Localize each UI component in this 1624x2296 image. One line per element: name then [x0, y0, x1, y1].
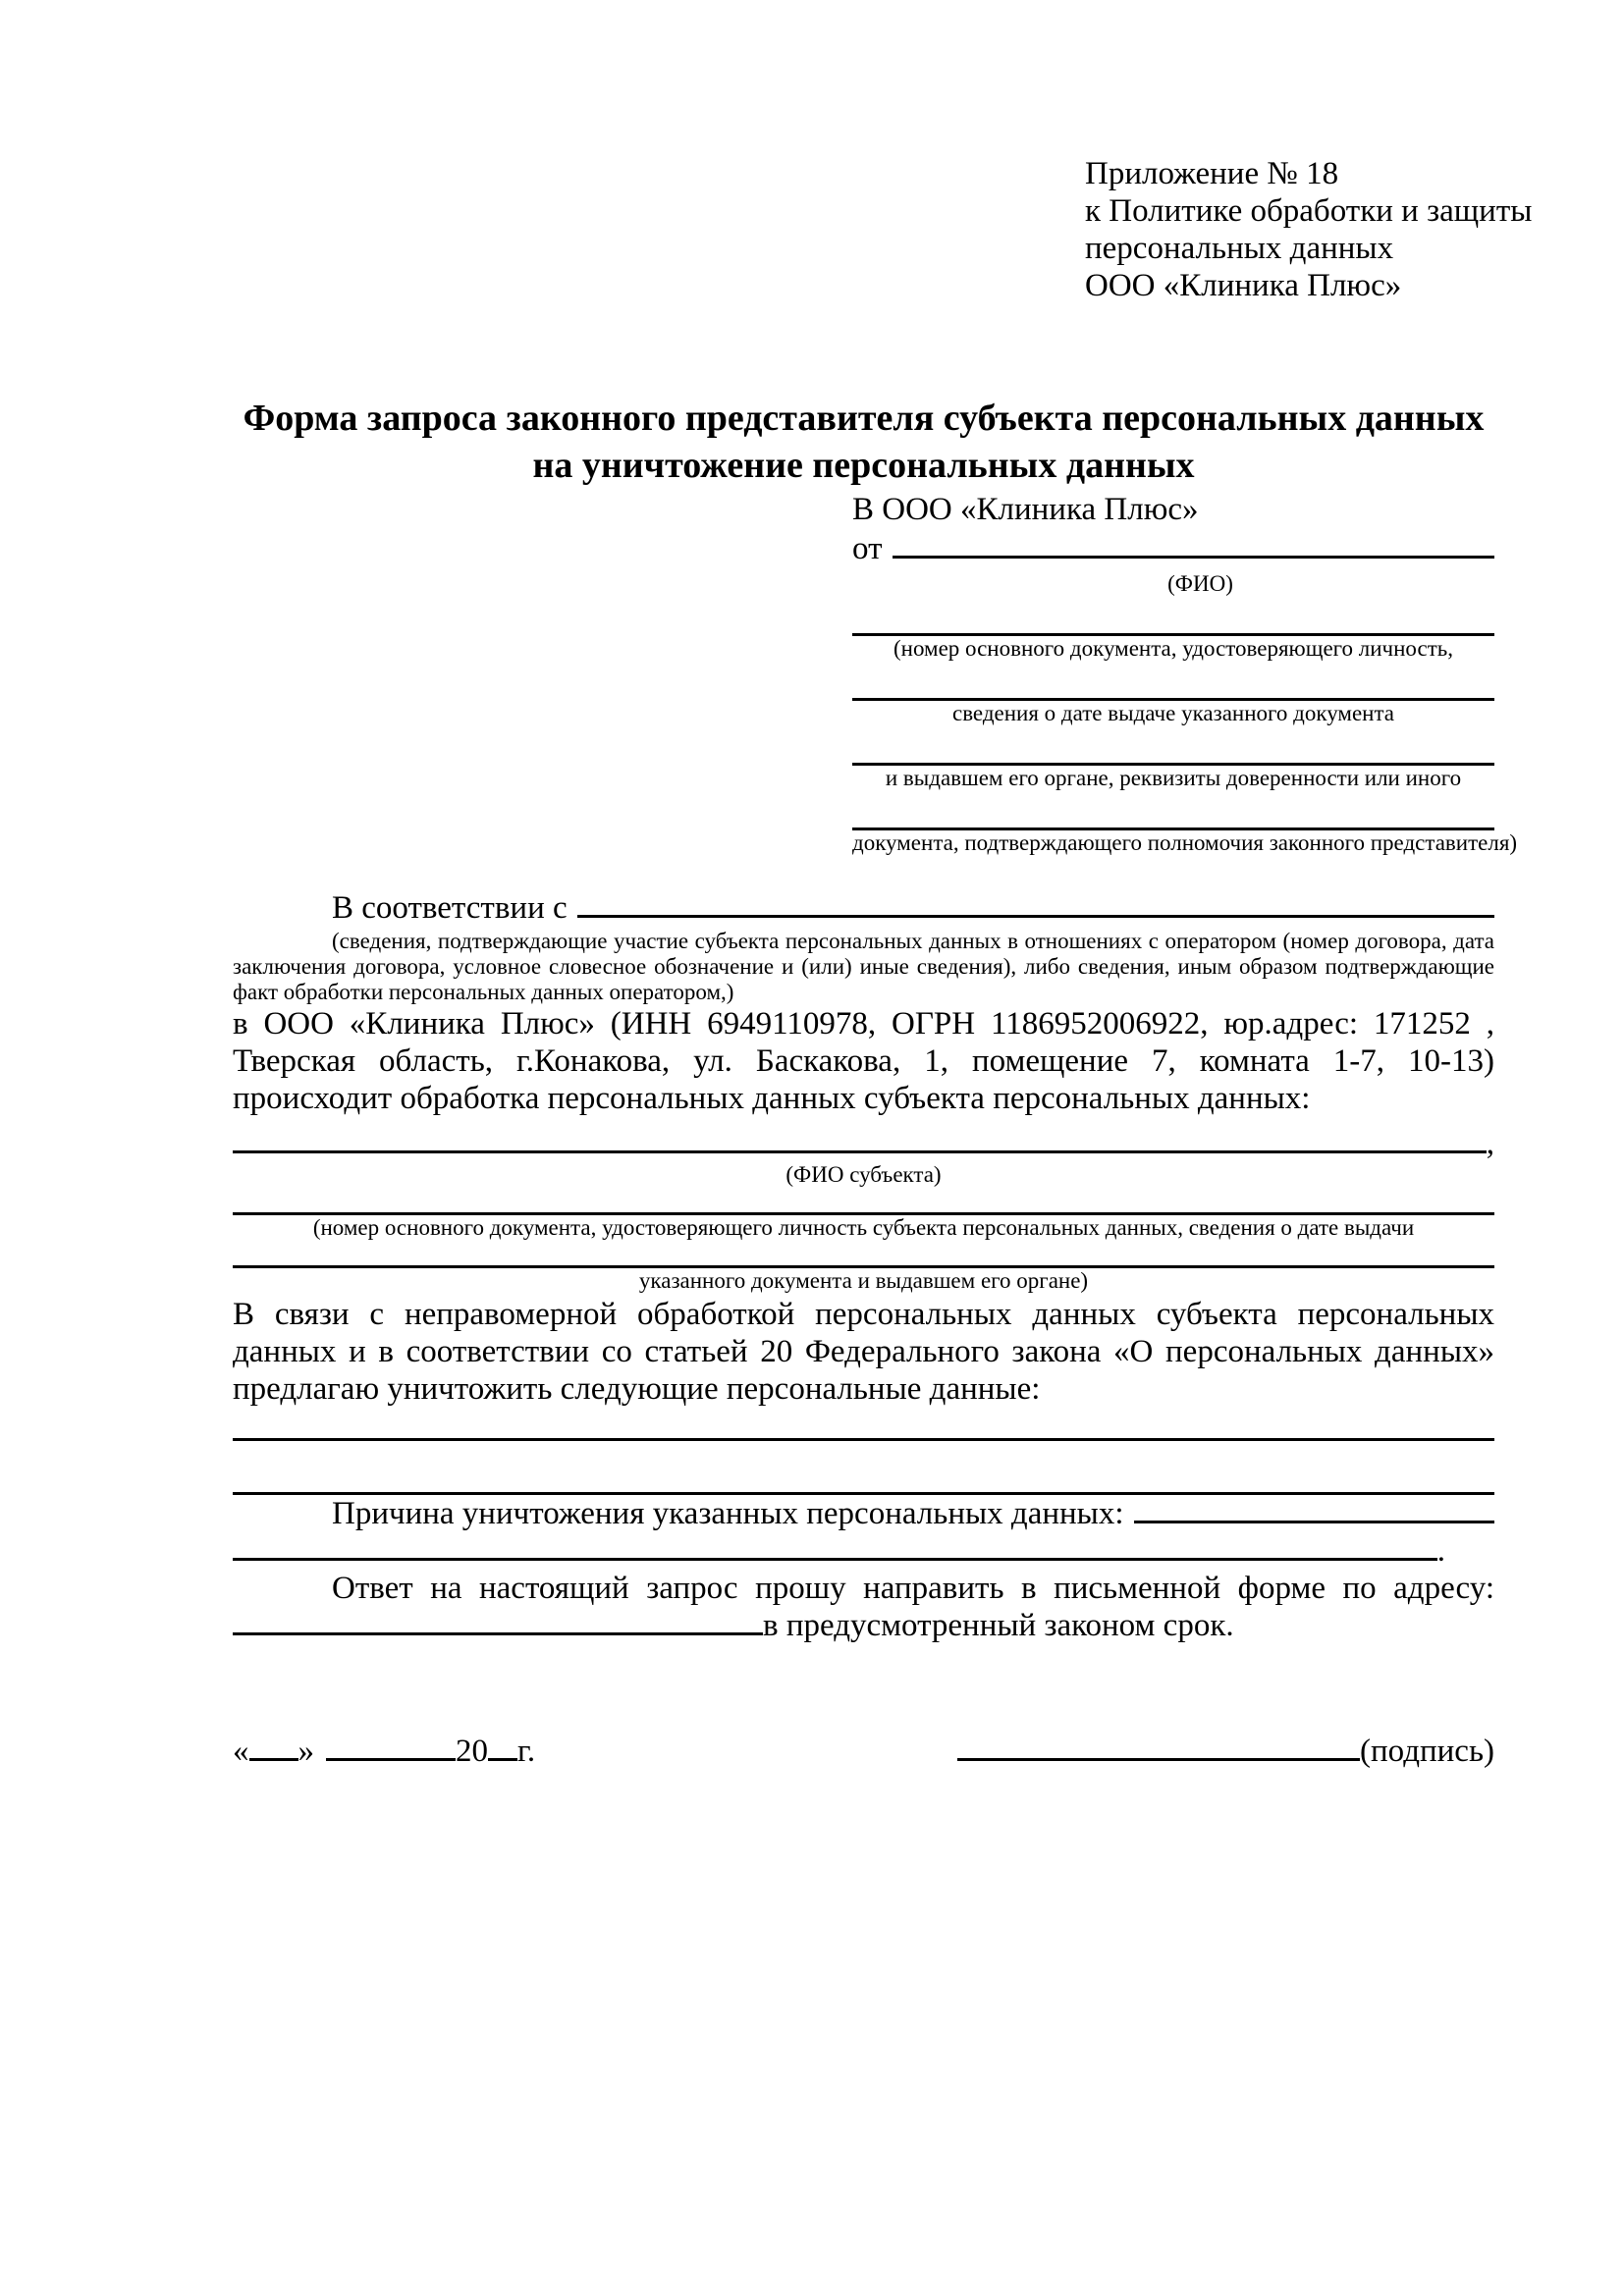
representative-doc-blank-line-2 [852, 662, 1494, 701]
subject-fio-row [233, 1125, 1494, 1162]
signature-caption: (подпись) [1360, 1734, 1494, 1769]
accordance-caption: (сведения, подтверждающие участие субъекта персональных данных в отношениях с оператором (номер договора, дата заключения договора, условное словесное обозначение и (или) иные сведения), либо сведения, иным образом подтверждающие факт обработки персональных данных оператором,) [233, 929, 1494, 1004]
accordance-label: В соответствии с [332, 890, 568, 926]
representative-fio-blank-line [893, 556, 1495, 559]
from-row [852, 530, 1494, 567]
operator-paragraph: в ООО «Клиника Плюс» (ИНН 6949110978, ОГРН 1186952006922, юр.адрес: 171252 , Тверская область, г.Конакова, ул. Баскакова, 1, помещение 7, комната 1-7, 10-13) происходит обработка персональных данных субъекта персональных данных: [233, 1006, 1494, 1116]
date-day-blank-line [249, 1758, 298, 1761]
date-month-blank-line [326, 1758, 456, 1761]
accordance-blank-line [577, 915, 1494, 918]
answer-address-blank-line [233, 1632, 763, 1635]
answer-paragraph: Ответ на настоящий запрос прошу направить в письменной форме по адресу: [332, 1571, 1494, 1606]
reason-end-period: . [1436, 1533, 1445, 1569]
reason-row [233, 1495, 1494, 1532]
reason-blank-line-2 [233, 1558, 1437, 1561]
date-quote-open: « [233, 1734, 249, 1769]
from-label: от [852, 531, 883, 566]
date-year-prefix: 20 [456, 1734, 488, 1769]
signature-group [957, 1733, 1494, 1770]
subject-doc-caption-2: указанного документа и выдавшем его органе) [638, 1268, 1089, 1293]
header-line-annex: Приложение № 18 [1085, 156, 1339, 191]
representative-doc-blank-line-4 [852, 791, 1494, 830]
header-line-org: ООО «Клиника Плюс» [1085, 268, 1402, 303]
demand-paragraph: В связи с неправомерной обработкой персональных данных субъекта персональных данных и в соответствии со статьей 20 Федерального закона «О персональных данных» предлагаю уничтожить следующие персональные данные: [233, 1297, 1494, 1407]
reason-continuation-row [233, 1532, 1445, 1570]
accordance-row [233, 889, 1494, 927]
answer-tail: в предусмотренный законом срок. [763, 1608, 1234, 1643]
subject-doc-blank-line-2 [233, 1241, 1494, 1268]
signature-blank-line [957, 1758, 1360, 1761]
reason-label: Причина уничтожения указанных персональных данных: [332, 1496, 1124, 1531]
representative-doc-caption-4: документа, подтверждающего полномочия законного представителя) [852, 830, 1518, 855]
addressee-organization: В ООО «Клиника Плюс» [852, 492, 1199, 527]
representative-doc-caption-2: сведения о дате выдаче указанного документа [951, 701, 1395, 725]
representative-doc-caption-1: (номер основного документа, удостоверяющего личность, [893, 636, 1453, 661]
representative-fio-caption: (ФИО) [1167, 571, 1233, 596]
title-line-2: на уничтожение персональных данных [532, 445, 1195, 486]
data-to-destroy-blank-line-2 [233, 1441, 1494, 1495]
footer-row [233, 1733, 1494, 1770]
subject-doc-caption-1: (номер основного документа, удостоверяющего личность субъекта персональных данных, сведения о дате выдачи [312, 1215, 1415, 1240]
representative-doc-blank-line-1 [852, 597, 1494, 636]
date-year-blank-line [488, 1758, 517, 1761]
reason-blank-line-1 [1134, 1521, 1494, 1523]
date-quote-close: » [298, 1734, 314, 1769]
representative-doc-caption-3: и выдавшем его органе, реквизиты доверенности или иного [885, 766, 1462, 790]
document-title [189, 395, 1539, 489]
header-line-pd: персональных данных [1085, 231, 1394, 266]
subject-fio-comma: , [1486, 1126, 1494, 1161]
date-group [233, 1733, 535, 1770]
subject-fio-blank-line [233, 1150, 1487, 1153]
subject-fio-caption: (ФИО субъекта) [785, 1162, 942, 1187]
answer-address-row [233, 1607, 1494, 1644]
data-to-destroy-blank-line-1 [233, 1408, 1494, 1441]
header-block [1085, 155, 1533, 304]
title-line-1: Форма запроса законного представителя субъекта персональных данных [243, 398, 1485, 439]
subject-doc-blank-line-1 [233, 1188, 1494, 1215]
representative-doc-blank-line-3 [852, 726, 1494, 766]
header-line-policy: к Политике обработки и защиты [1085, 193, 1533, 229]
date-year-suffix: г. [517, 1734, 536, 1769]
addressee-block [852, 491, 1518, 856]
